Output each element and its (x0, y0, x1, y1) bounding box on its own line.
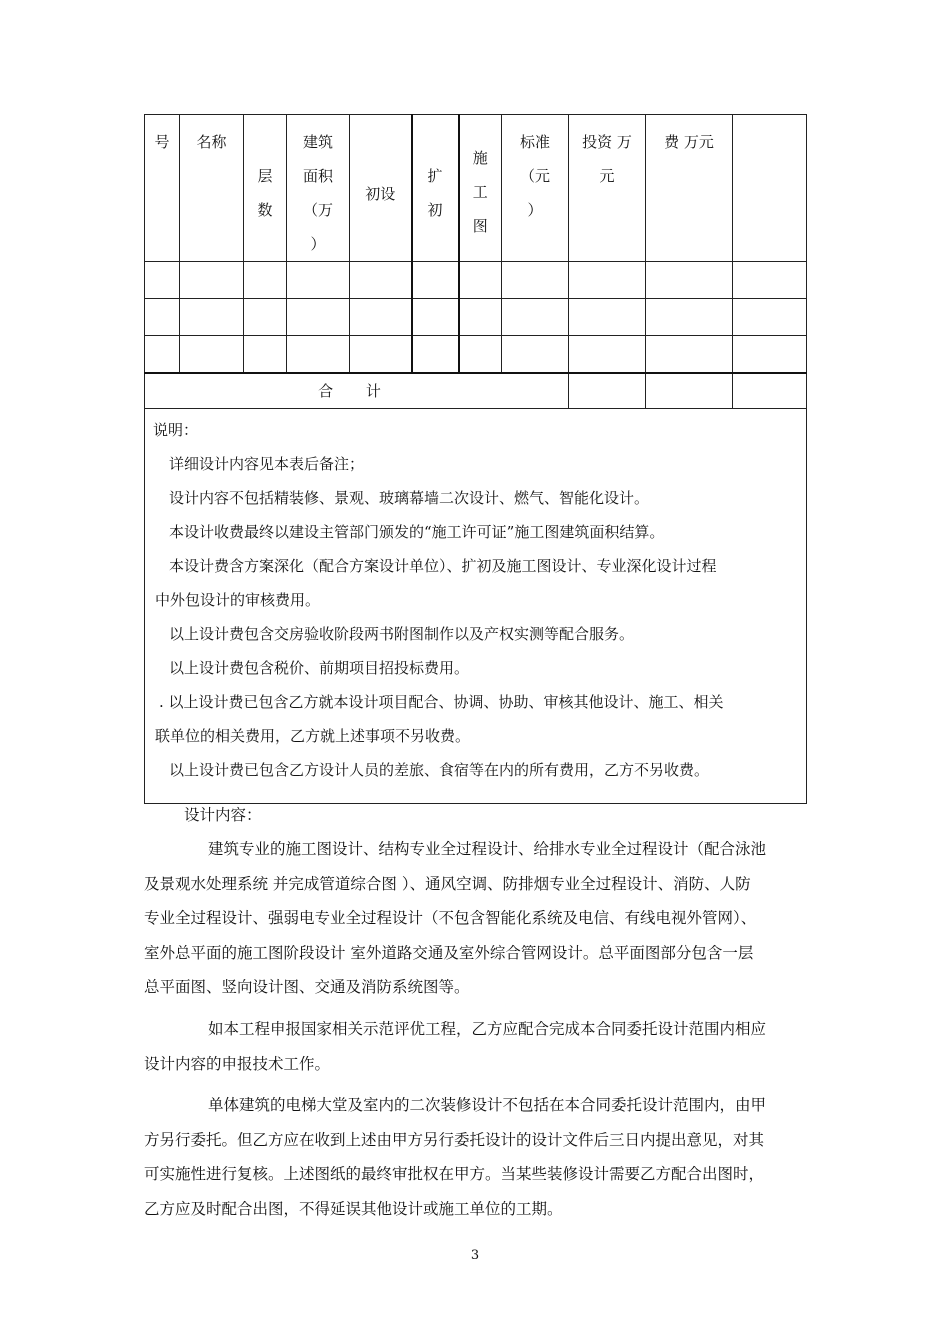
header-investment: 投资 万 元 (569, 115, 646, 262)
paragraph-line: 如本工程申报国家相关示范评优工程，乙方应配合完成本合同委托设计范围内相应 (208, 1020, 767, 1038)
note-line: 以上设计费包含税价、前期项目招投标费用。 (169, 659, 470, 677)
notes-cell (145, 409, 807, 804)
paragraph-award-application (144, 1012, 806, 1081)
table-row (145, 299, 807, 336)
header-blank (733, 115, 807, 262)
paragraph-line: 建筑专业的施工图设计、结构专业全过程设计、给排水专业全过程设计（配合泳池 (208, 840, 767, 858)
note-line: 详细设计内容见本表后备注； (169, 455, 365, 473)
header-preliminary-design: 初设 (350, 115, 412, 262)
design-fee-table (144, 114, 807, 804)
header-standard: 标准 （元 ） (502, 115, 569, 262)
paragraph-line: 单体建筑的电梯大堂及室内的二次装修设计不包括在本合同委托设计范围内，由甲 (208, 1096, 767, 1114)
total-blank-cell (733, 373, 807, 409)
note-line: 以上设计费已包含乙方设计人员的差旅、食宿等在内的所有费用，乙方不另收费。 (169, 761, 710, 779)
header-building-area: 建筑 面积 （万 ） (287, 115, 350, 262)
notes-title: 说明： (153, 421, 199, 439)
total-label-cell (145, 373, 569, 409)
table-total-row (145, 373, 807, 409)
header-name: 名称 (180, 115, 244, 262)
paragraph-line: 可实施性进行复核。上述图纸的最终审批权在甲方。当某些装修设计需要乙方配合出图时， (144, 1165, 765, 1183)
section-heading: 设计内容： (184, 806, 262, 824)
header-construction-drawing: 施 工 图 (459, 115, 502, 262)
paragraph-line: 总平面图、竖向设计图、交通及消防系统图等。 (144, 978, 470, 996)
note-line: 以上设计费包含交房验收阶段两书附图制作以及产权实测等配合服务。 (169, 625, 635, 643)
table-header-row (145, 115, 807, 262)
paragraph-design-scope (144, 832, 806, 1005)
paragraph-line: 设计内容的申报技术工作。 (144, 1054, 331, 1073)
paragraph-line: 及景观水处理系统 并完成管道综合图 ）、通风空调、防排烟专业全过程设计、消防、人防 (144, 874, 751, 893)
table-row (145, 262, 807, 299)
header-extended-preliminary: 扩 初 (412, 115, 459, 262)
header-fee: 费 万元 (646, 115, 733, 262)
header-floors: 层 数 (244, 115, 287, 262)
note-line: 本设计费含方案深化（配合方案设计单位）、扩初及施工图设计、专业深化设计过程 (169, 557, 717, 575)
table-row (145, 336, 807, 374)
note-line: . 以上设计费已包含乙方就本设计项目配合、协调、协助、审核其他设计、施工、相关 (159, 693, 724, 711)
note-line: 联单位的相关费用，乙方就上述事项不另收费。 (155, 727, 471, 745)
total-label: 合 计 (318, 382, 395, 400)
paragraph-line: 方另行委托。但乙方应在收到上述由甲方另行委托设计的设计文件后三日内提出意见，对其 (144, 1130, 765, 1149)
header-number: 号 (145, 115, 180, 262)
paragraph-line: 室外总平面的施工图阶段设计 室外道路交通及室外综合管网设计。总平面图部分包含一层 (144, 943, 754, 962)
note-line: 中外包设计的审核费用。 (155, 591, 321, 609)
note-line: 本设计收费最终以建设主管部门颁发的“施工许可证”施工图建筑面积结算。 (169, 523, 665, 541)
notes-row (145, 409, 807, 804)
total-investment-cell (569, 373, 646, 409)
paragraph-decoration-design (144, 1088, 806, 1226)
paragraph-line: 专业全过程设计、强弱电专业全过程设计（不包含智能化系统及电信、有线电视外管网）、 (144, 909, 757, 927)
page-number: 3 (470, 1248, 480, 1263)
paragraph-line: 乙方应及时配合出图，不得延误其他设计或施工单位的工期。 (144, 1199, 563, 1218)
total-fee-cell (646, 373, 733, 409)
note-line: 设计内容不包括精装修、景观、玻璃幕墙二次设计、燃气、智能化设计。 (169, 489, 650, 507)
